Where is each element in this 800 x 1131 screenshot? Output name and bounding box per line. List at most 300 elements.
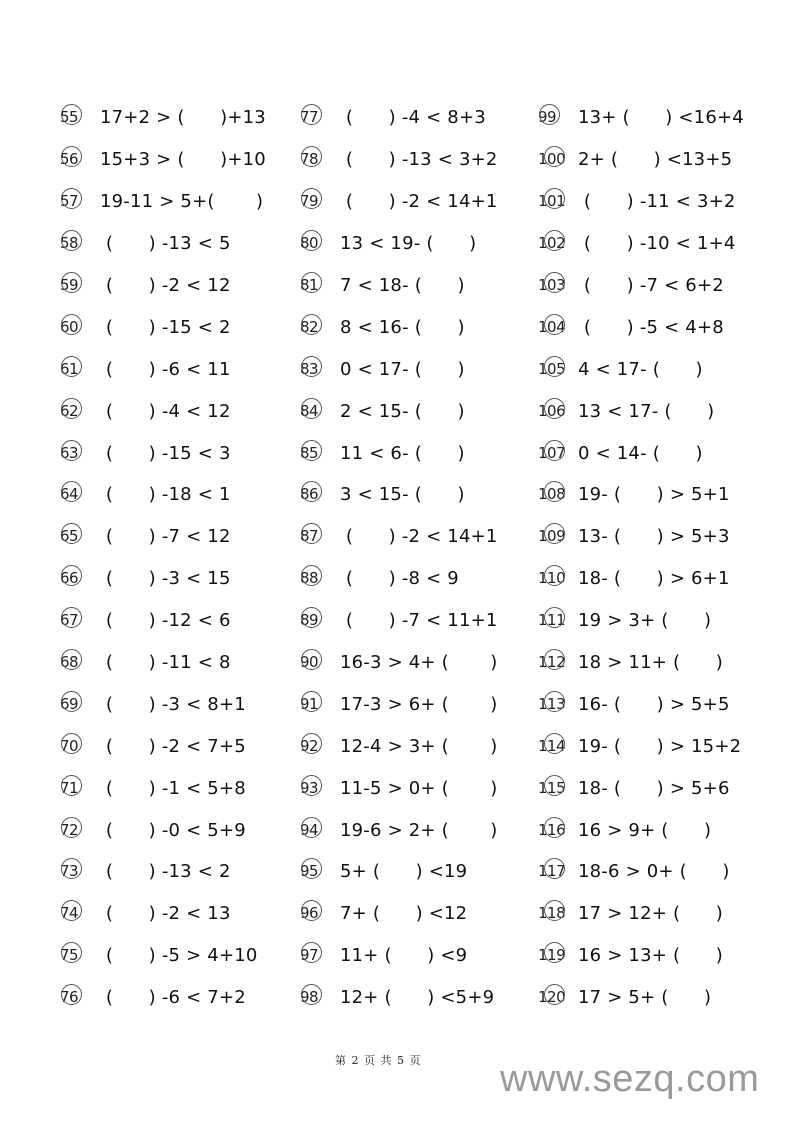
problem-number: 60 xyxy=(60,317,79,336)
problem-number: 120 xyxy=(538,988,566,1007)
problem-number: 58 xyxy=(60,234,79,253)
problem-item xyxy=(538,935,744,977)
problem-number: 97 xyxy=(300,946,319,965)
problem-number: 75 xyxy=(60,946,79,965)
problem-number: 108 xyxy=(538,485,566,504)
inequality-expression: 11 < 6- ( ) xyxy=(340,442,465,464)
problem-number: 68 xyxy=(60,653,79,672)
problem-number: 107 xyxy=(538,443,566,462)
problem-item xyxy=(60,223,266,265)
problem-item xyxy=(300,390,498,432)
circle-icon xyxy=(301,733,322,754)
problem-item xyxy=(538,223,744,265)
problem-item xyxy=(300,935,498,977)
problem-number: 95 xyxy=(300,862,319,881)
problem-number: 64 xyxy=(60,485,79,504)
circled-problem-number xyxy=(538,990,578,1005)
problem-item xyxy=(60,474,266,516)
circle-icon xyxy=(301,691,322,712)
inequality-expression: 2 < 15- ( ) xyxy=(340,400,465,422)
circled-problem-number xyxy=(300,778,340,797)
problem-item xyxy=(538,390,744,432)
circled-problem-number xyxy=(60,236,100,251)
circled-problem-number xyxy=(300,864,340,879)
circle-icon xyxy=(301,607,322,628)
circled-problem-number xyxy=(538,194,578,209)
problem-number: 74 xyxy=(60,904,79,923)
problem-item xyxy=(60,683,266,725)
problem-number: 77 xyxy=(300,108,319,127)
problem-number: 67 xyxy=(60,611,79,630)
problem-item xyxy=(538,809,744,851)
problem-number: 112 xyxy=(538,653,566,672)
circled-problem-number xyxy=(538,278,578,293)
problem-item xyxy=(300,683,498,725)
inequality-expression: ( ) -18 < 1 xyxy=(100,484,231,506)
inequality-expression: 5+ ( ) <19 xyxy=(340,861,468,883)
problem-item xyxy=(538,348,744,390)
inequality-expression: ( ) -7 < 12 xyxy=(100,526,231,548)
problem-number: 96 xyxy=(300,904,319,923)
circle-icon xyxy=(61,146,82,167)
problem-number: 94 xyxy=(300,820,319,839)
problem-item xyxy=(60,809,266,851)
problem-column-1 xyxy=(60,97,266,1019)
circled-problem-number xyxy=(300,613,340,628)
problem-number: 113 xyxy=(538,694,566,713)
inequality-expression: ( ) -2 < 12 xyxy=(100,275,231,296)
circled-problem-number xyxy=(60,194,100,209)
problem-item xyxy=(60,265,266,307)
problem-number: 109 xyxy=(538,527,566,546)
problem-item xyxy=(60,642,266,684)
problem-item xyxy=(538,306,744,348)
circled-problem-number xyxy=(300,487,340,502)
circle-icon xyxy=(61,272,82,293)
inequality-expression: 12+ ( ) <5+9 xyxy=(340,987,495,1009)
circled-problem-number xyxy=(538,948,578,963)
circle-icon xyxy=(301,858,322,879)
inequality-expression: 16 > 13+ ( ) xyxy=(578,945,723,967)
problem-number: 100 xyxy=(538,150,566,169)
problem-number: 119 xyxy=(538,946,566,965)
circled-problem-number xyxy=(538,778,578,797)
circled-problem-number xyxy=(300,529,340,544)
circled-problem-number xyxy=(300,359,340,378)
inequality-expression: ( ) -8 < 9 xyxy=(340,568,459,590)
problem-number: 56 xyxy=(60,150,79,169)
circled-problem-number xyxy=(60,401,100,420)
inequality-expression: 11-5 > 0+ ( ) xyxy=(340,777,498,799)
problem-number: 62 xyxy=(60,401,79,420)
problem-item xyxy=(300,600,498,642)
inequality-expression: 19- ( ) > 15+2 xyxy=(578,735,742,757)
problem-number: 83 xyxy=(300,359,319,378)
problem-number: 90 xyxy=(300,653,319,672)
problem-number: 98 xyxy=(300,988,319,1007)
inequality-expression: ( ) -2 < 14+1 xyxy=(340,191,498,213)
problem-number: 91 xyxy=(300,694,319,713)
circle-icon xyxy=(61,942,82,963)
circled-problem-number xyxy=(60,487,100,502)
problem-number: 111 xyxy=(538,611,566,630)
circle-icon xyxy=(61,314,82,335)
circled-problem-number xyxy=(60,694,100,713)
circle-icon xyxy=(301,146,322,167)
problem-item xyxy=(300,809,498,851)
circle-icon xyxy=(61,440,82,461)
circled-problem-number xyxy=(60,655,100,670)
circled-problem-number xyxy=(60,948,100,963)
problem-number: 117 xyxy=(538,862,566,881)
circle-icon xyxy=(544,775,565,796)
circle-icon xyxy=(61,481,82,502)
problem-number: 81 xyxy=(300,276,319,294)
circle-icon xyxy=(544,440,565,461)
inequality-expression: 16-3 > 4+ ( ) xyxy=(340,652,498,674)
problem-item xyxy=(300,223,498,265)
circled-problem-number xyxy=(60,529,100,544)
inequality-expression: ( ) -15 < 3 xyxy=(100,442,231,464)
inequality-expression: ( ) -7 < 6+2 xyxy=(578,275,724,296)
inequality-expression: ( ) -3 < 8+1 xyxy=(100,693,246,715)
circle-icon xyxy=(61,858,82,879)
problem-number: 57 xyxy=(60,192,79,211)
inequality-expression: 18 > 11+ ( ) xyxy=(578,652,723,674)
circled-problem-number xyxy=(300,906,340,921)
circle-icon xyxy=(61,691,82,712)
circle-icon xyxy=(301,314,322,335)
circle-icon xyxy=(61,398,82,419)
circle-icon xyxy=(61,356,82,377)
problem-item xyxy=(538,600,744,642)
inequality-expression: ( ) -3 < 15 xyxy=(100,568,231,590)
problem-number: 103 xyxy=(538,276,566,294)
problem-number: 85 xyxy=(300,443,319,462)
circle-icon xyxy=(61,984,82,1005)
problem-column-2 xyxy=(300,97,498,1019)
inequality-expression: 17-3 > 6+ ( ) xyxy=(340,693,498,715)
circled-problem-number xyxy=(538,110,578,125)
circle-icon xyxy=(301,440,322,461)
circle-icon xyxy=(61,523,82,544)
circled-problem-number xyxy=(60,571,100,586)
inequality-expression: 3 < 15- ( ) xyxy=(340,484,465,506)
inequality-expression: 11+ ( ) <9 xyxy=(340,945,468,967)
circled-problem-number xyxy=(60,317,100,336)
inequality-expression: 13 < 17- ( ) xyxy=(578,400,715,422)
circled-problem-number xyxy=(60,613,100,628)
inequality-expression: 8 < 16- ( ) xyxy=(340,316,465,338)
inequality-expression: 17+2 > ( )+13 xyxy=(100,107,266,129)
problem-number: 92 xyxy=(300,736,319,755)
circled-problem-number xyxy=(300,401,340,420)
problem-number: 106 xyxy=(538,401,566,420)
problem-item xyxy=(538,181,744,223)
circled-problem-number xyxy=(538,487,578,502)
problem-item xyxy=(300,432,498,474)
circle-icon xyxy=(544,398,565,419)
circle-icon xyxy=(301,230,322,251)
problem-item xyxy=(538,767,744,809)
problem-item xyxy=(300,265,498,307)
problem-item xyxy=(60,725,266,767)
circled-problem-number xyxy=(60,906,100,921)
circled-problem-number xyxy=(300,443,340,462)
circle-icon xyxy=(544,230,565,251)
inequality-expression: 13+ ( ) <16+4 xyxy=(578,107,744,129)
circled-problem-number xyxy=(60,736,100,755)
problem-item xyxy=(300,139,498,181)
inequality-expression: ( ) -2 < 7+5 xyxy=(100,735,246,757)
problem-item xyxy=(60,516,266,558)
circle-icon xyxy=(544,314,565,335)
problem-number: 65 xyxy=(60,527,79,546)
inequality-expression: 17 > 5+ ( ) xyxy=(578,987,712,1009)
inequality-expression: 17 > 12+ ( ) xyxy=(578,903,723,925)
circle-icon xyxy=(301,984,322,1005)
circled-problem-number xyxy=(60,278,100,293)
circle-icon xyxy=(301,188,322,209)
circled-problem-number xyxy=(60,443,100,462)
inequality-expression: ( ) -0 < 5+9 xyxy=(100,819,246,841)
circled-problem-number xyxy=(300,948,340,963)
problem-item xyxy=(300,642,498,684)
problem-item xyxy=(60,851,266,893)
inequality-expression: ( ) -15 < 2 xyxy=(100,316,231,338)
inequality-expression: ( ) -2 < 13 xyxy=(100,903,231,925)
inequality-expression: ( ) -12 < 6 xyxy=(100,610,231,632)
circled-problem-number xyxy=(538,571,578,586)
circle-icon xyxy=(61,817,82,838)
problem-number: 72 xyxy=(60,820,79,839)
problem-item xyxy=(538,139,744,181)
circle-icon xyxy=(61,104,82,125)
inequality-expression: ( ) -5 > 4+10 xyxy=(100,945,258,967)
inequality-expression: 19 > 3+ ( ) xyxy=(578,610,712,632)
circle-icon xyxy=(544,649,565,670)
problem-item xyxy=(60,432,266,474)
problem-item xyxy=(300,725,498,767)
circled-problem-number xyxy=(538,694,578,713)
problem-number: 78 xyxy=(300,150,319,169)
problem-number: 69 xyxy=(60,694,79,713)
circled-problem-number xyxy=(60,778,100,797)
circle-icon xyxy=(544,607,565,628)
circled-problem-number xyxy=(300,571,340,586)
problem-number: 82 xyxy=(300,317,319,336)
problem-item xyxy=(538,516,744,558)
problem-item xyxy=(60,306,266,348)
problem-item xyxy=(60,893,266,935)
circle-icon xyxy=(301,900,322,921)
problem-item xyxy=(300,767,498,809)
problem-item xyxy=(60,767,266,809)
inequality-expression: 19- ( ) > 5+1 xyxy=(578,484,730,506)
circle-icon xyxy=(301,356,322,377)
inequality-expression: ( ) -2 < 14+1 xyxy=(340,526,498,548)
inequality-expression: ( ) -13 < 3+2 xyxy=(340,149,498,171)
problem-number: 66 xyxy=(60,569,79,588)
circled-problem-number xyxy=(538,864,578,879)
problem-item xyxy=(538,893,744,935)
circled-problem-number xyxy=(538,152,578,167)
circled-problem-number xyxy=(300,317,340,336)
circle-icon xyxy=(544,272,565,293)
problem-item xyxy=(300,474,498,516)
circled-problem-number xyxy=(60,152,100,167)
circle-icon xyxy=(61,230,82,251)
circle-icon xyxy=(301,272,322,293)
circle-icon xyxy=(539,104,560,125)
circle-icon xyxy=(61,607,82,628)
inequality-expression: ( ) -13 < 2 xyxy=(100,861,231,883)
inequality-expression: 19-6 > 2+ ( ) xyxy=(340,819,498,841)
problem-item xyxy=(60,935,266,977)
circle-icon xyxy=(544,733,565,754)
problem-item xyxy=(60,558,266,600)
inequality-expression: ( ) -7 < 11+1 xyxy=(340,610,498,632)
problem-item xyxy=(538,97,744,139)
circled-problem-number xyxy=(300,820,340,839)
problem-number: 89 xyxy=(300,611,319,630)
inequality-expression: ( ) -6 < 11 xyxy=(100,358,231,380)
circled-problem-number xyxy=(538,820,578,839)
problem-item xyxy=(60,181,266,223)
circled-problem-number xyxy=(300,110,340,125)
circled-problem-number xyxy=(300,694,340,713)
problem-item xyxy=(538,642,744,684)
page-number-footer: 第 2 页 共 5 页 xyxy=(335,1054,422,1067)
problem-number: 99 xyxy=(538,108,557,127)
circled-problem-number xyxy=(538,736,578,755)
circled-problem-number xyxy=(300,152,340,167)
problem-number: 59 xyxy=(60,276,79,294)
problem-number: 79 xyxy=(300,192,319,211)
circle-icon xyxy=(61,649,82,670)
problem-item xyxy=(538,474,744,516)
circle-icon xyxy=(301,775,322,796)
circle-icon xyxy=(61,565,82,586)
inequality-expression: 19-11 > 5+( ) xyxy=(100,191,264,213)
problem-item xyxy=(538,851,744,893)
problem-item xyxy=(300,558,498,600)
problem-item xyxy=(300,893,498,935)
problem-number: 102 xyxy=(538,234,566,253)
circle-icon xyxy=(301,565,322,586)
problem-number: 80 xyxy=(300,234,319,253)
problem-number: 104 xyxy=(538,317,566,336)
circled-problem-number xyxy=(300,990,340,1005)
inequality-expression: ( ) -4 < 8+3 xyxy=(340,107,486,129)
inequality-expression: 13- ( ) > 5+3 xyxy=(578,526,730,548)
problem-number: 114 xyxy=(538,736,566,755)
inequality-expression: 15+3 > ( )+10 xyxy=(100,149,266,171)
circle-icon xyxy=(301,942,322,963)
circled-problem-number xyxy=(538,613,578,628)
problem-number: 88 xyxy=(300,569,319,588)
problem-number: 55 xyxy=(60,108,79,127)
circle-icon xyxy=(61,188,82,209)
circle-icon xyxy=(544,817,565,838)
inequality-expression: 7+ ( ) <12 xyxy=(340,903,468,925)
inequality-expression: 4 < 17- ( ) xyxy=(578,358,703,380)
inequality-expression: ( ) -10 < 1+4 xyxy=(578,233,736,255)
problem-item xyxy=(60,977,266,1019)
circle-icon xyxy=(61,900,82,921)
inequality-expression: 13 < 19- ( ) xyxy=(340,233,477,255)
problem-item xyxy=(60,97,266,139)
inequality-expression: ( ) -11 < 8 xyxy=(100,652,231,674)
problem-item xyxy=(300,348,498,390)
problem-number: 71 xyxy=(60,778,79,797)
inequality-expression: 18- ( ) > 5+6 xyxy=(578,777,730,799)
circle-icon xyxy=(61,733,82,754)
problem-item xyxy=(60,390,266,432)
circled-problem-number xyxy=(538,236,578,251)
problem-item xyxy=(538,683,744,725)
problem-number: 86 xyxy=(300,485,319,504)
inequality-expression: ( ) -1 < 5+8 xyxy=(100,777,246,799)
inequality-expression: 18-6 > 0+ ( ) xyxy=(578,861,730,883)
problem-number: 73 xyxy=(60,862,79,881)
circle-icon xyxy=(301,523,322,544)
inequality-expression: ( ) -5 < 4+8 xyxy=(578,316,724,338)
circled-problem-number xyxy=(60,990,100,1005)
circled-problem-number xyxy=(538,443,578,462)
inequality-expression: ( ) -11 < 3+2 xyxy=(578,191,736,213)
inequality-expression: ( ) -13 < 5 xyxy=(100,233,231,255)
circled-problem-number xyxy=(538,529,578,544)
circle-icon xyxy=(301,649,322,670)
circled-problem-number xyxy=(60,359,100,378)
inequality-expression: 16 > 9+ ( ) xyxy=(578,819,712,841)
inequality-expression: 12-4 > 3+ ( ) xyxy=(340,735,498,757)
inequality-expression: 7 < 18- ( ) xyxy=(340,275,465,296)
inequality-expression: 16- ( ) > 5+5 xyxy=(578,693,730,715)
problem-item xyxy=(300,516,498,558)
circled-problem-number xyxy=(60,864,100,879)
problem-number: 63 xyxy=(60,443,79,462)
problem-number: 101 xyxy=(538,192,566,211)
problem-item xyxy=(300,977,498,1019)
problem-item xyxy=(538,432,744,474)
problem-item xyxy=(300,851,498,893)
problem-item xyxy=(60,348,266,390)
circled-problem-number xyxy=(300,655,340,670)
watermark-url: www.sezq.com xyxy=(500,1058,760,1100)
problem-number: 87 xyxy=(300,527,319,546)
problem-item xyxy=(538,977,744,1019)
problem-item xyxy=(60,139,266,181)
problem-item xyxy=(538,558,744,600)
problem-item xyxy=(300,97,498,139)
problem-number: 84 xyxy=(300,401,319,420)
problem-number: 105 xyxy=(538,359,566,378)
inequality-expression: ( ) -4 < 12 xyxy=(100,400,231,422)
circle-icon xyxy=(301,104,322,125)
problem-number: 118 xyxy=(538,904,566,923)
problem-number: 76 xyxy=(60,988,79,1007)
problem-item xyxy=(300,181,498,223)
circle-icon xyxy=(544,356,565,377)
problem-number: 116 xyxy=(538,820,566,839)
problem-number: 110 xyxy=(538,569,566,588)
inequality-expression: ( ) -6 < 7+2 xyxy=(100,987,246,1009)
circled-problem-number xyxy=(300,278,340,293)
circled-problem-number xyxy=(300,236,340,251)
circled-problem-number xyxy=(60,820,100,839)
